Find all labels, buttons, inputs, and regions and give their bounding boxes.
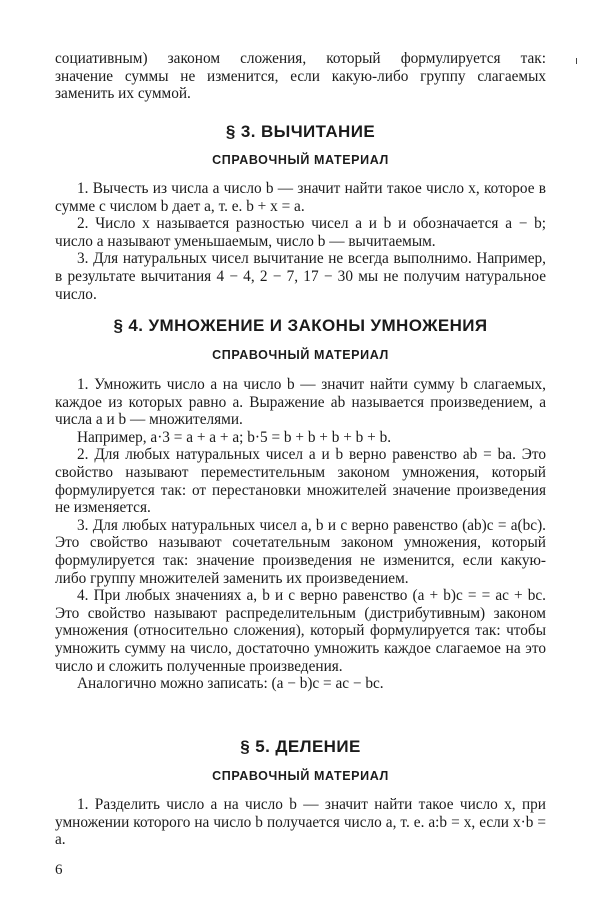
section-3-paragraph-1: 1. Вычесть из числа a число b — значит найти такое число x, которое в сумме с числом b дает a, т. е. b + x = a.	[55, 180, 546, 215]
section-5-body	[55, 796, 546, 849]
section-4-title: § 4. УМНОЖЕНИЕ И ЗАКОНЫ УМНОЖЕНИЯ	[113, 316, 488, 335]
section-3-paragraph-2: 2. Число x называется разностью чисел a и b и обозначается a − b; число a называют уменьшаемым, число b — вычитаемым.	[55, 215, 546, 250]
section-4-paragraph-1: 1. Умножить число a на число b — значит найти сумму b слагаемых, каждое из которых равно a. Выражение ab называется произведением, а числа a и b — множителями.	[55, 376, 546, 429]
page-number: 6	[55, 862, 63, 878]
section-4-example: Например, a·3 = a + a + a; b·5 = b + b + b + b + b.	[77, 428, 392, 446]
intro-text	[55, 50, 546, 103]
intro-line-2: значение суммы не изменится, если какую-либо группу слагаемых	[55, 67, 546, 85]
section-3-title: § 3. ВЫЧИТАНИЕ	[225, 122, 376, 141]
section-3-subtitle: СПРАВОЧНЫЙ МАТЕРИАЛ	[212, 153, 389, 167]
section-4-body	[55, 376, 546, 693]
section-3-paragraph-3: 3. Для натуральных чисел вычитание не всегда выполнимо. Например, в результате вычитания 4 − 4, 2 − 7, 17 − 30 мы не получим натуральное число.	[55, 250, 546, 303]
intro-line-1: социативным) законом сложения, который формулируется так:	[55, 50, 546, 67]
intro-line-3: заменить их суммой.	[55, 85, 191, 103]
section-5-title: § 5. ДЕЛЕНИЕ	[240, 737, 361, 756]
section-5-subtitle: СПРАВОЧНЫЙ МАТЕРИАЛ	[212, 769, 389, 783]
margin-mark	[576, 58, 577, 64]
section-3-body	[55, 180, 546, 303]
section-4-paragraph-4: 4. При любых значениях a, b и c верно равенство (a + b)c = = ac + bc. Это свойство называют распределительным (дистрибутивным) законом умножения (относительно сложения), который формулируется так: чтобы умножить сумму на число, достаточно умножить каждое слагаемое на это число и сложить полученные произведения.	[55, 587, 546, 675]
section-4-paragraph-3: 3. Для любых натуральных чисел a, b и c верно равенство (ab)c = a(bc). Это свойство называют сочетательным законом умножения, который формулируется так: значение произведения не изменится, если какую-либо группу множителей заменить их произведением.	[55, 516, 546, 587]
section-5-paragraph-1: 1. Разделить число a на число b — значит найти такое число x, при умножении которого на число b получается число a, т. е. a:b = x, если x·b = a.	[55, 796, 546, 849]
section-4-analog: Аналогично можно записать: (a − b)c = ac − bc.	[77, 675, 384, 693]
section-4-subtitle: СПРАВОЧНЫЙ МАТЕРИАЛ	[212, 348, 389, 362]
section-4-paragraph-2: 2. Для любых натуральных чисел a и b верно равенство ab = ba. Это свойство называют переместительным законом умножения, который формулируется так: от перестановки множителей значение произведения не изменяется.	[55, 446, 546, 517]
